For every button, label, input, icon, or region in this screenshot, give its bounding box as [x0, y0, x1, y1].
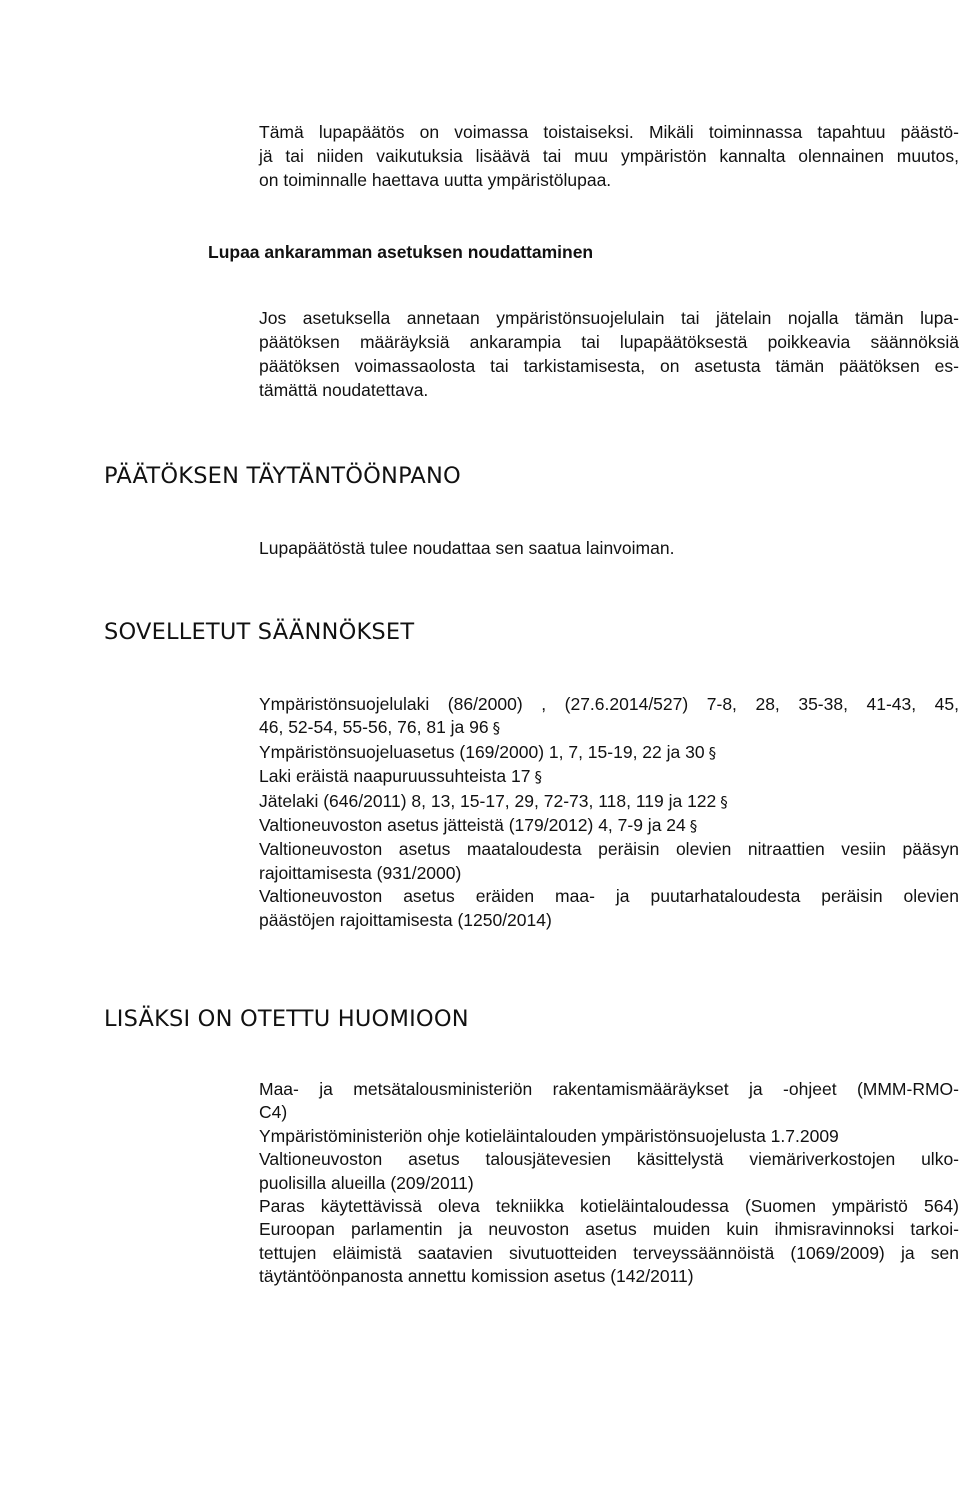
stricter-decree-line: päätöksen määräyksiä ankarampia tai lupapäätöksestä poikkeavia säännöksiä — [259, 332, 959, 352]
intro-line: Tämä lupapäätös on voimassa toistaiseksi. Mikäli toiminnassa tapahtuu päästö- — [259, 122, 959, 142]
provision-item — [259, 909, 959, 932]
enforcement-line: Lupapäätöstä tulee noudattaa sen saatua lainvoiman. — [259, 538, 675, 558]
considered-item: Maa- ja metsätalousministeriön rakentamismääräykset ja -ohjeet (MMM-RMO- — [259, 1079, 959, 1099]
enforcement-heading: PÄÄTÖKSEN TÄYTÄNTÖÖNPANO — [104, 463, 461, 489]
provision-text: Valtioneuvoston asetus jätteistä (179/2012) 4, 7-9 ja 24 — [259, 815, 686, 836]
provision-item — [259, 741, 959, 765]
section-sign: § — [708, 743, 717, 762]
considered-item: tettujen eläimistä saatavien sivutuotteiden terveyssäännöistä (1069/2009) ja sen — [259, 1242, 959, 1263]
provision-text: päästöjen rajoittamisesta (1250/2014) — [259, 909, 552, 930]
section-sign: § — [534, 768, 542, 787]
stricter-decree-line: päätöksen voimassaolosta tai tarkistamisesta, on asetusta tämän päätöksen es- — [259, 356, 959, 376]
considered-item: Valtioneuvoston asetus talousjätevesien käsittelystä viemäriverkostojen ulko- — [259, 1149, 959, 1170]
intro-line: jä tai niiden vaikutuksia lisäävä tai muu ympäristön kannalta olennainen muutos, — [259, 146, 959, 166]
considered-item: Ympäristöministeriön ohje kotieläintalouden ympäristönsuojelusta 1.7.2009 — [259, 1125, 839, 1146]
considered-item: täytäntöönpanosta annettu komission asetus (142/2011) — [259, 1266, 694, 1287]
provision-item — [259, 716, 959, 740]
provision-item — [259, 862, 959, 885]
considered-item: C4) — [259, 1102, 288, 1123]
stricter-decree-line: Jos asetuksella annetaan ympäristönsuojelulain tai jätelain nojalla tämän lupa- — [259, 308, 959, 328]
considered-item: Paras käytettävissä oleva tekniikka kotieläintaloudessa (Suomen ympäristö 564) — [259, 1196, 959, 1217]
stricter-decree-paragraph — [259, 306, 959, 402]
intro-paragraph — [259, 120, 959, 192]
section-sign: § — [492, 719, 501, 738]
provision-item — [259, 814, 959, 838]
provision-text: Valtioneuvoston asetus maataloudesta peräisin olevien nitraattien vesiin pääsyn — [259, 839, 959, 860]
provision-text: Valtioneuvoston asetus eräiden maa- ja puutarhataloudesta peräisin olevien — [259, 886, 959, 907]
stricter-decree-line: tämättä noudatettava. — [259, 380, 429, 400]
intro-line: on toiminnalle haettava uutta ympäristölupaa. — [259, 170, 612, 190]
provision-item — [259, 838, 959, 861]
provision-item — [259, 693, 959, 716]
provision-text: 46, 52-54, 55-56, 76, 81 ja 96 — [259, 717, 489, 738]
provision-item — [259, 765, 959, 789]
provision-item — [259, 790, 959, 814]
stricter-decree-title: Lupaa ankaramman asetuksen noudattaminen — [208, 242, 594, 262]
considered-item: Euroopan parlamentin ja neuvoston asetus muiden kuin ihmisravinnoksi tarkoi- — [259, 1219, 959, 1240]
also-considered-heading: LISÄKSI ON OTETTU HUOMIOON — [104, 1006, 469, 1032]
provision-item — [259, 885, 959, 908]
section-sign: § — [689, 817, 698, 836]
provision-text: Ympäristönsuojelulaki (86/2000) , (27.6.2014/527) 7-8, 28, 35-38, 41-43, 45, — [259, 694, 959, 714]
provision-text: rajoittamisesta (931/2000) — [259, 862, 462, 883]
provision-text: Laki eräistä naapuruussuhteista 17 — [259, 766, 531, 787]
applied-provisions-heading: SOVELLETUT SÄÄNNÖKSET — [104, 619, 415, 645]
section-sign: § — [720, 792, 728, 811]
provision-text: Ympäristönsuojeluasetus (169/2000) 1, 7, 15-19, 22 ja 30 — [259, 741, 705, 762]
considered-item: puolisilla alueilla (209/2011) — [259, 1172, 474, 1193]
provision-text: Jätelaki (646/2011) 8, 13, 15-17, 29, 72-73, 118, 119 ja 122 — [259, 790, 717, 811]
enforcement-text — [259, 536, 959, 560]
applied-provisions-list — [259, 693, 959, 932]
also-considered-list — [259, 1078, 959, 1289]
